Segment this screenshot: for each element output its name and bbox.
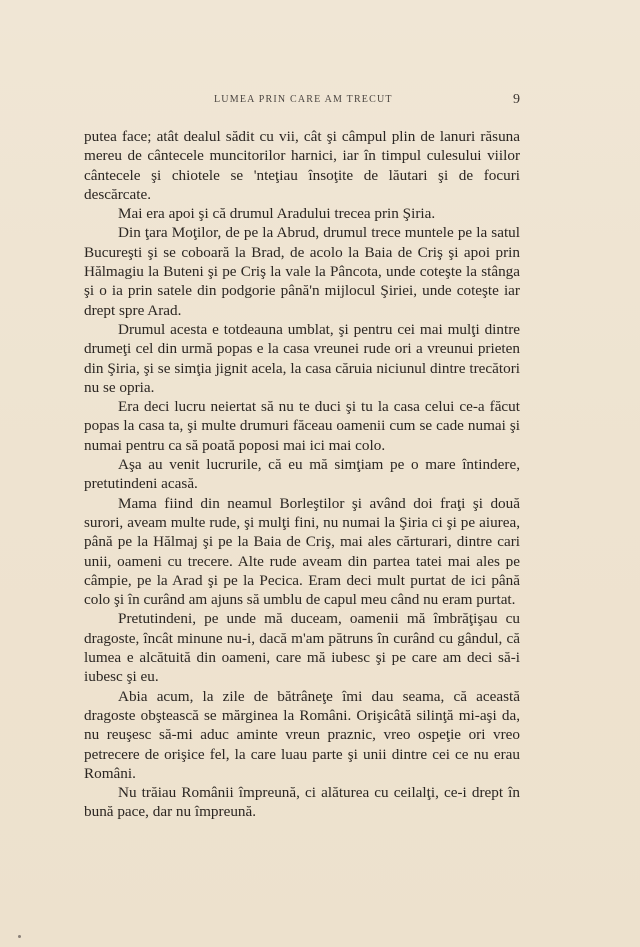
paragraph-2: Mai era apoi şi că drumul Aradului trecea prin Şiria. [118,205,436,223]
body-text [84,127,520,822]
paragraph-9: Abia acum, la zile de bătrâneţe îmi dau seama, că această dragoste obştească se mărginea la Români. Orişicâtă silinţă mi-aşi da, nu reuşesc să-mi aduc aminte vreun praznic, vreo ospeţie ori vreo petrecere de orişice fel, la care luau parte şi unii dintre cei ce nu erau Români. [84,687,520,782]
paragraph-1: putea face; atât dealul sădit cu vii, cât şi câmpul plin de lanuri răsuna mereu de cântecele muncitorilor harnici, iar în timpul culesului viilor cântecele şi chiotele se 'nteţiau însoţite de lăutari şi de focuri descărcate. [84,128,520,203]
paragraph-10: Nu trăiau Românii împreună, ci alăturea cu ceilalţi, ce-i drept în bună pace, dar nu împreună. [84,784,520,821]
paragraph-8: Pretutindeni, pe unde mă duceam, oamenii mă îmbrăţişau cu dragoste, încât minune nu-i, dacă m'am pătruns în curând cu gândul, că lumea e alcătuită din oameni, care mă iubesc şi pe care am deci să-i iubesc şi eu. [84,610,520,686]
paragraph-3: Din ţara Moţilor, de pe la Abrud, drumul trece muntele pe la satul Bucureşti şi se coboară la Brad, de acolo la Baia de Criş şi apoi prin Hălmagiu la Buteni şi pe Criş la vale la Pâncota, unde coteşte la stânga şi o ia prin satele din podgorie până'n mijlocul Şiriei, unde coteşte iar drept spre Arad. [84,224,520,319]
page-number: 9 [513,92,520,107]
paragraph-4: Drumul acesta e totdeauna umblat, şi pentru cei mai mulţi dintre drumeţi cel din urmă popas e la casa vreunei rude ori a vreunui prieten din Şiria, şi se simţia jignit acela, la casa căruia niciunul dintre trecători nu se opria. [84,320,520,396]
running-title: LUMEA PRIN CARE AM TRECUT [214,94,393,105]
scan-speck [18,935,21,938]
paragraph-6: Aşa au venit lucrurile, că eu mă simţiam pe o mare întindere, pretutindeni acasă. [84,456,520,493]
paragraph-5: Era deci lucru neiertat să nu te duci şi tu la casa celui ce-a făcut popas la casa ta, şi multe drumuri făceau oamenii cum se cade numai şi numai pentru ca să poată poposi mai ici mai colo. [84,398,520,454]
page-header [84,92,520,112]
paragraph-7: Mama fiind din neamul Borleştilor şi având doi fraţi şi două surori, aveam multe rude, şi mulţi fini, nu numai la Şiria ci şi pe aiurea, până pe la Hălmaj şi pe la Baia de Criş, mai ales cărturari, dintre cari unii, oameni cu trecere. Alte rude aveam din partea tatei mai ales pe câmpie, pe la Arad şi pe la Pecica. Eram deci mult purtat de ici până colo şi în curând am ajuns să umblu de capul meu când nu eram purtat. [84,494,520,609]
